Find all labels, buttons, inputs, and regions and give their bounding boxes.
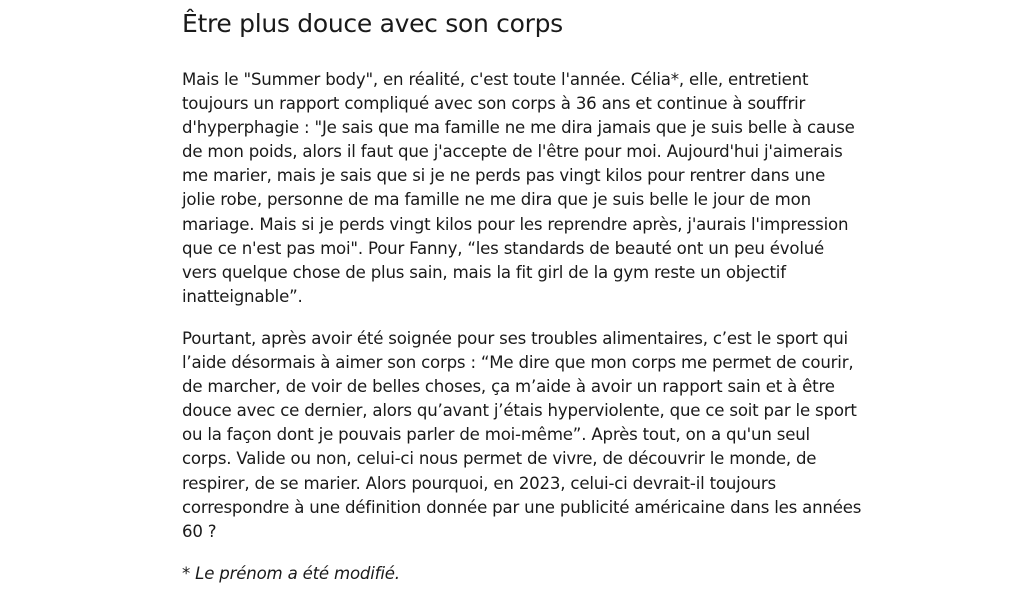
footnote: * Le prénom a été modifié. — [182, 563, 400, 583]
paragraph-2: Pourtant, après avoir été soignée pour ses troubles alimentaires, c’est le sport qui l’aide désormais à aimer son corps : “Me dire que mon corps me permet de courir, de marcher, de voir de belles choses, ça m’aide à avoir un rapport sain et à être douce avec ce dernier, alors qu’avant j’étais hyperviolente, que ce soit par le sport ou la façon dont je pouvais parler de moi-même”. Après tout, on a qu'un seul corps. Valide ou non, celui-ci nous permet de vivre, de découvrir le monde, de respirer, de se marier. Alors pourquoi, en 2023, celui-ci devrait-il toujours correspondre à une définition donnée par une publicité américaine dans les années 60 ? — [182, 328, 862, 541]
article-body — [182, 0, 862, 602]
section-heading: Être plus douce avec son corps — [182, 9, 563, 38]
paragraph-1: Mais le "Summer body", en réalité, c'est toute l'année. Célia*, elle, entretient toujours un rapport compliqué avec son corps à 36 ans et continue à souffrir d'hyperphagie : "Je sais que ma famille ne me dira jamais que je suis belle à cause de mon poids, alors il faut que j'accepte de l'être pour moi. Aujourd'hui j'aimerais me marier, mais je sais que si je ne perds pas vingt kilos pour rentrer dans une jolie robe, personne de ma famille ne me dira que je suis belle le jour de mon mariage. Mais si je perds vingt kilos pour les reprendre après, j'aurais l'impression que ce n'est pas moi". Pour Fanny, “les standards de beauté ont un peu évolué vers quelque chose de plus sain, mais la fit girl de la gym reste un objectif inatteignable”. — [182, 70, 855, 306]
